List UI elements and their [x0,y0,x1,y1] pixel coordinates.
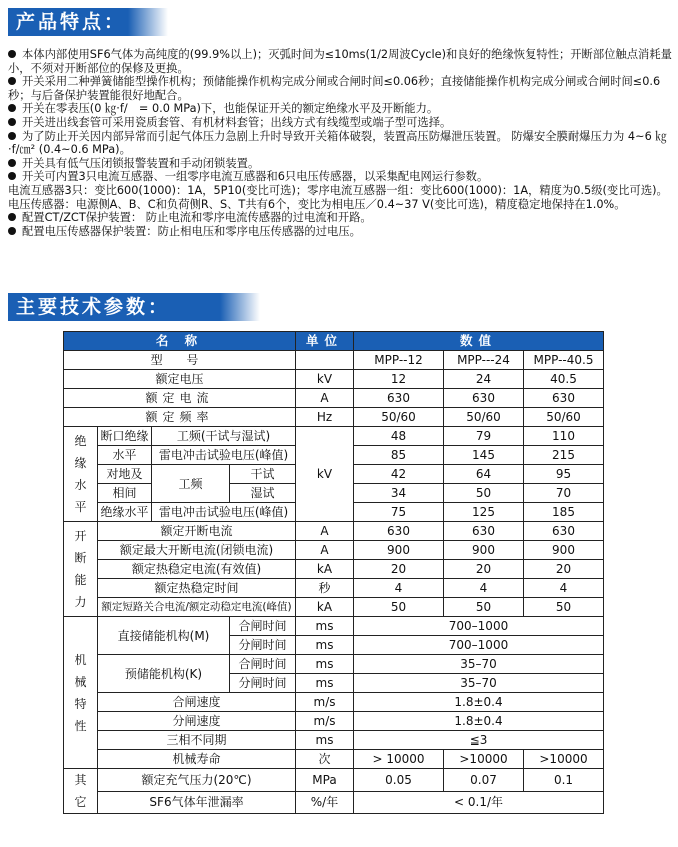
table-row: 其 它 额定充气压力(20℃) MPa 0.05 0.07 0.1 [64,769,604,792]
feature-item: 为了防止开关因内部异常而引起气体压力急剧上升时导致开关箱体破裂，装置高压防爆泄压装置。 防爆安全膜耐爆压力为 4~6 ㎏·f/㎝² (0.4~0.6 MPa)。 [8,129,667,157]
feature-item: 开关采用二种弹簧储能型操作机构；预储能操作机构完成分闸或合闸时间≤0.06秒；直接储能操作机构完成分闸或合闸时间≤0.6秒；与后备保护装置能很好地配合。 [8,75,661,102]
params-section-title: 主要技术参数： [8,293,220,321]
header-name: 名 称 [64,332,296,351]
table-row: 开 断 能 力 额定开断电流 A 630 630 630 [64,522,604,541]
insulation-group-label: 绝 缘 水 平 [64,427,98,522]
table-row: 额定频率 Hz 50/60 50/60 50/60 [64,408,604,427]
feature-item: 开关可内置3只电流互感器、一组零序电流互感器和6只电压传感器，以采集配电网运行参数。 [8,170,672,184]
feature-item: 配置电压传感器保护装置：防止相电压和零序电压传感器的过电压。 [8,225,672,239]
bullet-icon [8,77,16,85]
features-section-title: 产品特点： [8,8,128,36]
feature-item: 开关进出线套管可采用瓷质套管、有机材料套管；出线方式有线缆型或端子型可选择。 [8,116,672,130]
spec-table [63,331,604,814]
table-row: SF6气体年泄漏率 %/年 < 0.1/年 [64,791,604,814]
table-row: 分闸时间 ms 700–1000 [64,636,604,655]
bullet-icon [8,227,16,235]
bullet-icon [8,118,16,126]
bullet-icon [8,159,16,167]
feature-item: 开关具有低气压闭锁报警装置和手动闭锁装置。 [8,157,672,171]
feature-item: 电流互感器3只：变比600(1000)：1A，5P10(变比可选)；零序电流互感器一组：变比600(1000)：1A，精度为0.5级(变比可选)。 [8,183,668,197]
table-row: 绝 缘 水 平 断口绝缘 工频(干试与湿试) kV 48 79 110 [64,427,604,446]
feature-item: 配置CT/ZCT保护装置： 防止电流和零序电流传感器的过电流和开路。 [8,211,672,225]
header-value: 数值 [354,332,604,351]
table-row: 预储能机构(K) 合闸时间 ms 35–70 [64,655,604,674]
other-group-label: 其 它 [64,769,98,814]
feature-item: 本体内部使用SF6气体为高纯度的(99.9%以上)；灭弧时间为≤10ms(1/2周波Cycle)和良好的绝缘恢复特性；开断部位触点消耗量小，不须对开断部位的保修及更换。 [8,48,672,75]
feature-item: 电压传感器：电源侧A、B、C和负荷侧R、S、T共有6个，变比为相电压／0.4~37 V(变比可选)，精度稳定地保持在1.0%。 [8,197,626,211]
table-row: 额定电流 A 630 630 630 [64,389,604,408]
features-list [8,48,672,238]
breaking-group-label: 开 断 能 力 [64,522,98,617]
table-row: 对地及 工频 干试 42 64 95 [64,465,604,484]
table-row: 绝缘水平 雷电冲击试验电压(峰值) 75 125 185 [64,503,604,522]
bullet-icon [8,50,16,58]
table-row: 额定短路关合电流/额定动稳定电流(峰值) kA 50 50 50 [64,598,604,617]
table-row: 额定最大开断电流(闭锁电流) A 900 900 900 [64,541,604,560]
table-row: 型 号 MPP--12 MPP---24 MPP--40.5 [64,351,604,370]
table-row: 额定热稳定电流(有效值) kA 20 20 20 [64,560,604,579]
table-row: 三相不同期 ms ≦3 [64,731,604,750]
table-row: 机械寿命 次 > 10000 >10000 >10000 [64,750,604,769]
table-row: 额定电压 kV 12 24 40.5 [64,370,604,389]
bullet-icon [8,132,16,140]
table-row: 机 械 特 性 直接储能机构(M) 合闸时间 ms 700–1000 [64,617,604,636]
bullet-icon [8,172,16,180]
table-row: 分闸速度 m/s 1.8±0.4 [64,712,604,731]
header-unit: 单位 [296,332,354,351]
table-row: 额定热稳定时间 秒 4 4 4 [64,579,604,598]
table-row: 水平 雷电冲击试验电压(峰值) 85 145 215 [64,446,604,465]
feature-item: 开关在零表压(0 ㎏·f/ = 0.0 MPa)下，也能保证开关的额定绝缘水平及开断能力。 [8,102,672,116]
table-row: 相间 湿试 34 50 70 [64,484,604,503]
table-row: 合闸速度 m/s 1.8±0.4 [64,693,604,712]
mechanical-group-label: 机 械 特 性 [64,617,98,769]
bullet-icon [8,213,16,221]
bullet-icon [8,104,16,112]
table-row: 分闸时间 ms 35–70 [64,674,604,693]
table-header-row [64,332,604,351]
